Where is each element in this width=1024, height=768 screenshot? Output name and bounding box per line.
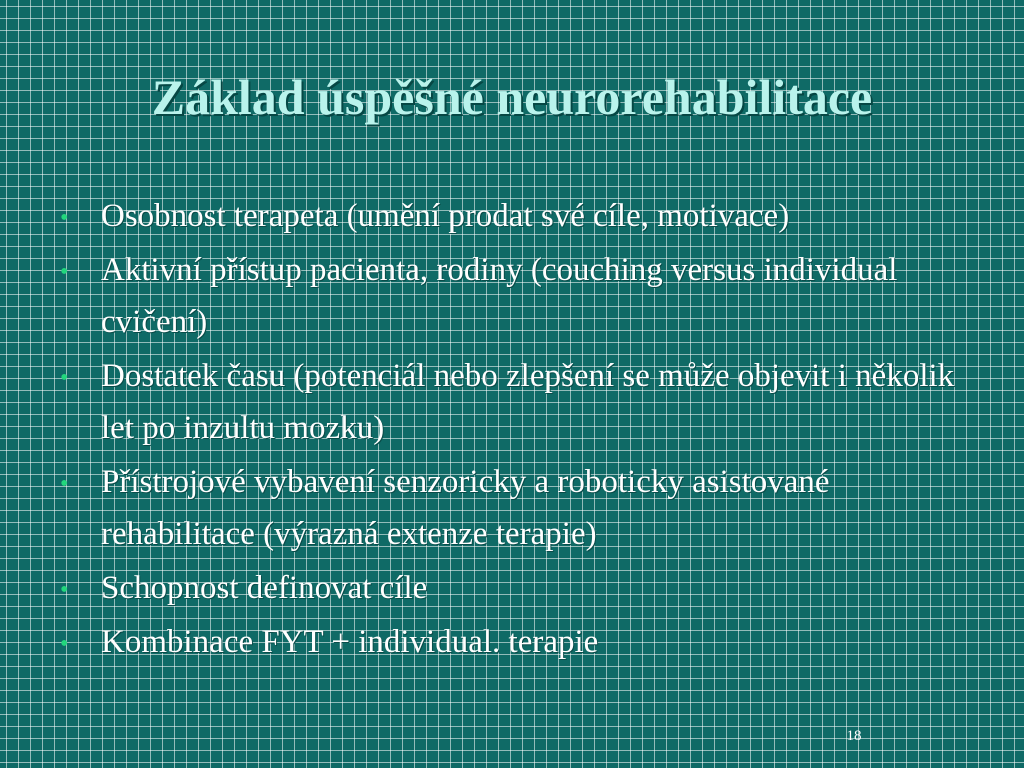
bullet-text: Přístrojové vybavení senzoricky a roboticky asistované rehabilitace (výrazná extenze terapie) xyxy=(101,464,830,552)
bullet-item xyxy=(58,456,958,560)
bullet-text: Dostatek času (potenciál nebo zlepšení se může objevit i několik let po inzultu mozku) xyxy=(101,358,955,446)
bullet-text: Schopnost definovat cíle xyxy=(101,570,428,606)
bullet-item xyxy=(58,190,958,242)
bullet-item xyxy=(58,616,958,668)
bullet-item xyxy=(58,350,958,454)
bullet-item xyxy=(58,562,958,614)
bullet-dot-icon: • xyxy=(60,259,69,285)
bullet-text: Osobnost terapeta (umění prodat své cíle, motivace) xyxy=(101,198,790,234)
bullet-item xyxy=(58,244,958,348)
slide-title: Základ úspěšné neurorehabilitace xyxy=(151,69,873,125)
bullet-dot-icon: • xyxy=(60,471,69,497)
page-number: 18 xyxy=(846,728,862,744)
bullet-text: Aktivní přístup pacienta, rodiny (couching versus individual cvičení) xyxy=(101,252,898,340)
bullet-text: Kombinace FYT + individual. terapie xyxy=(101,624,599,660)
bullet-dot-icon: • xyxy=(60,577,69,603)
bullet-list xyxy=(58,190,958,670)
bullet-dot-icon: • xyxy=(60,365,69,391)
bullet-dot-icon: • xyxy=(60,205,69,231)
bullet-dot-icon: • xyxy=(60,631,69,657)
